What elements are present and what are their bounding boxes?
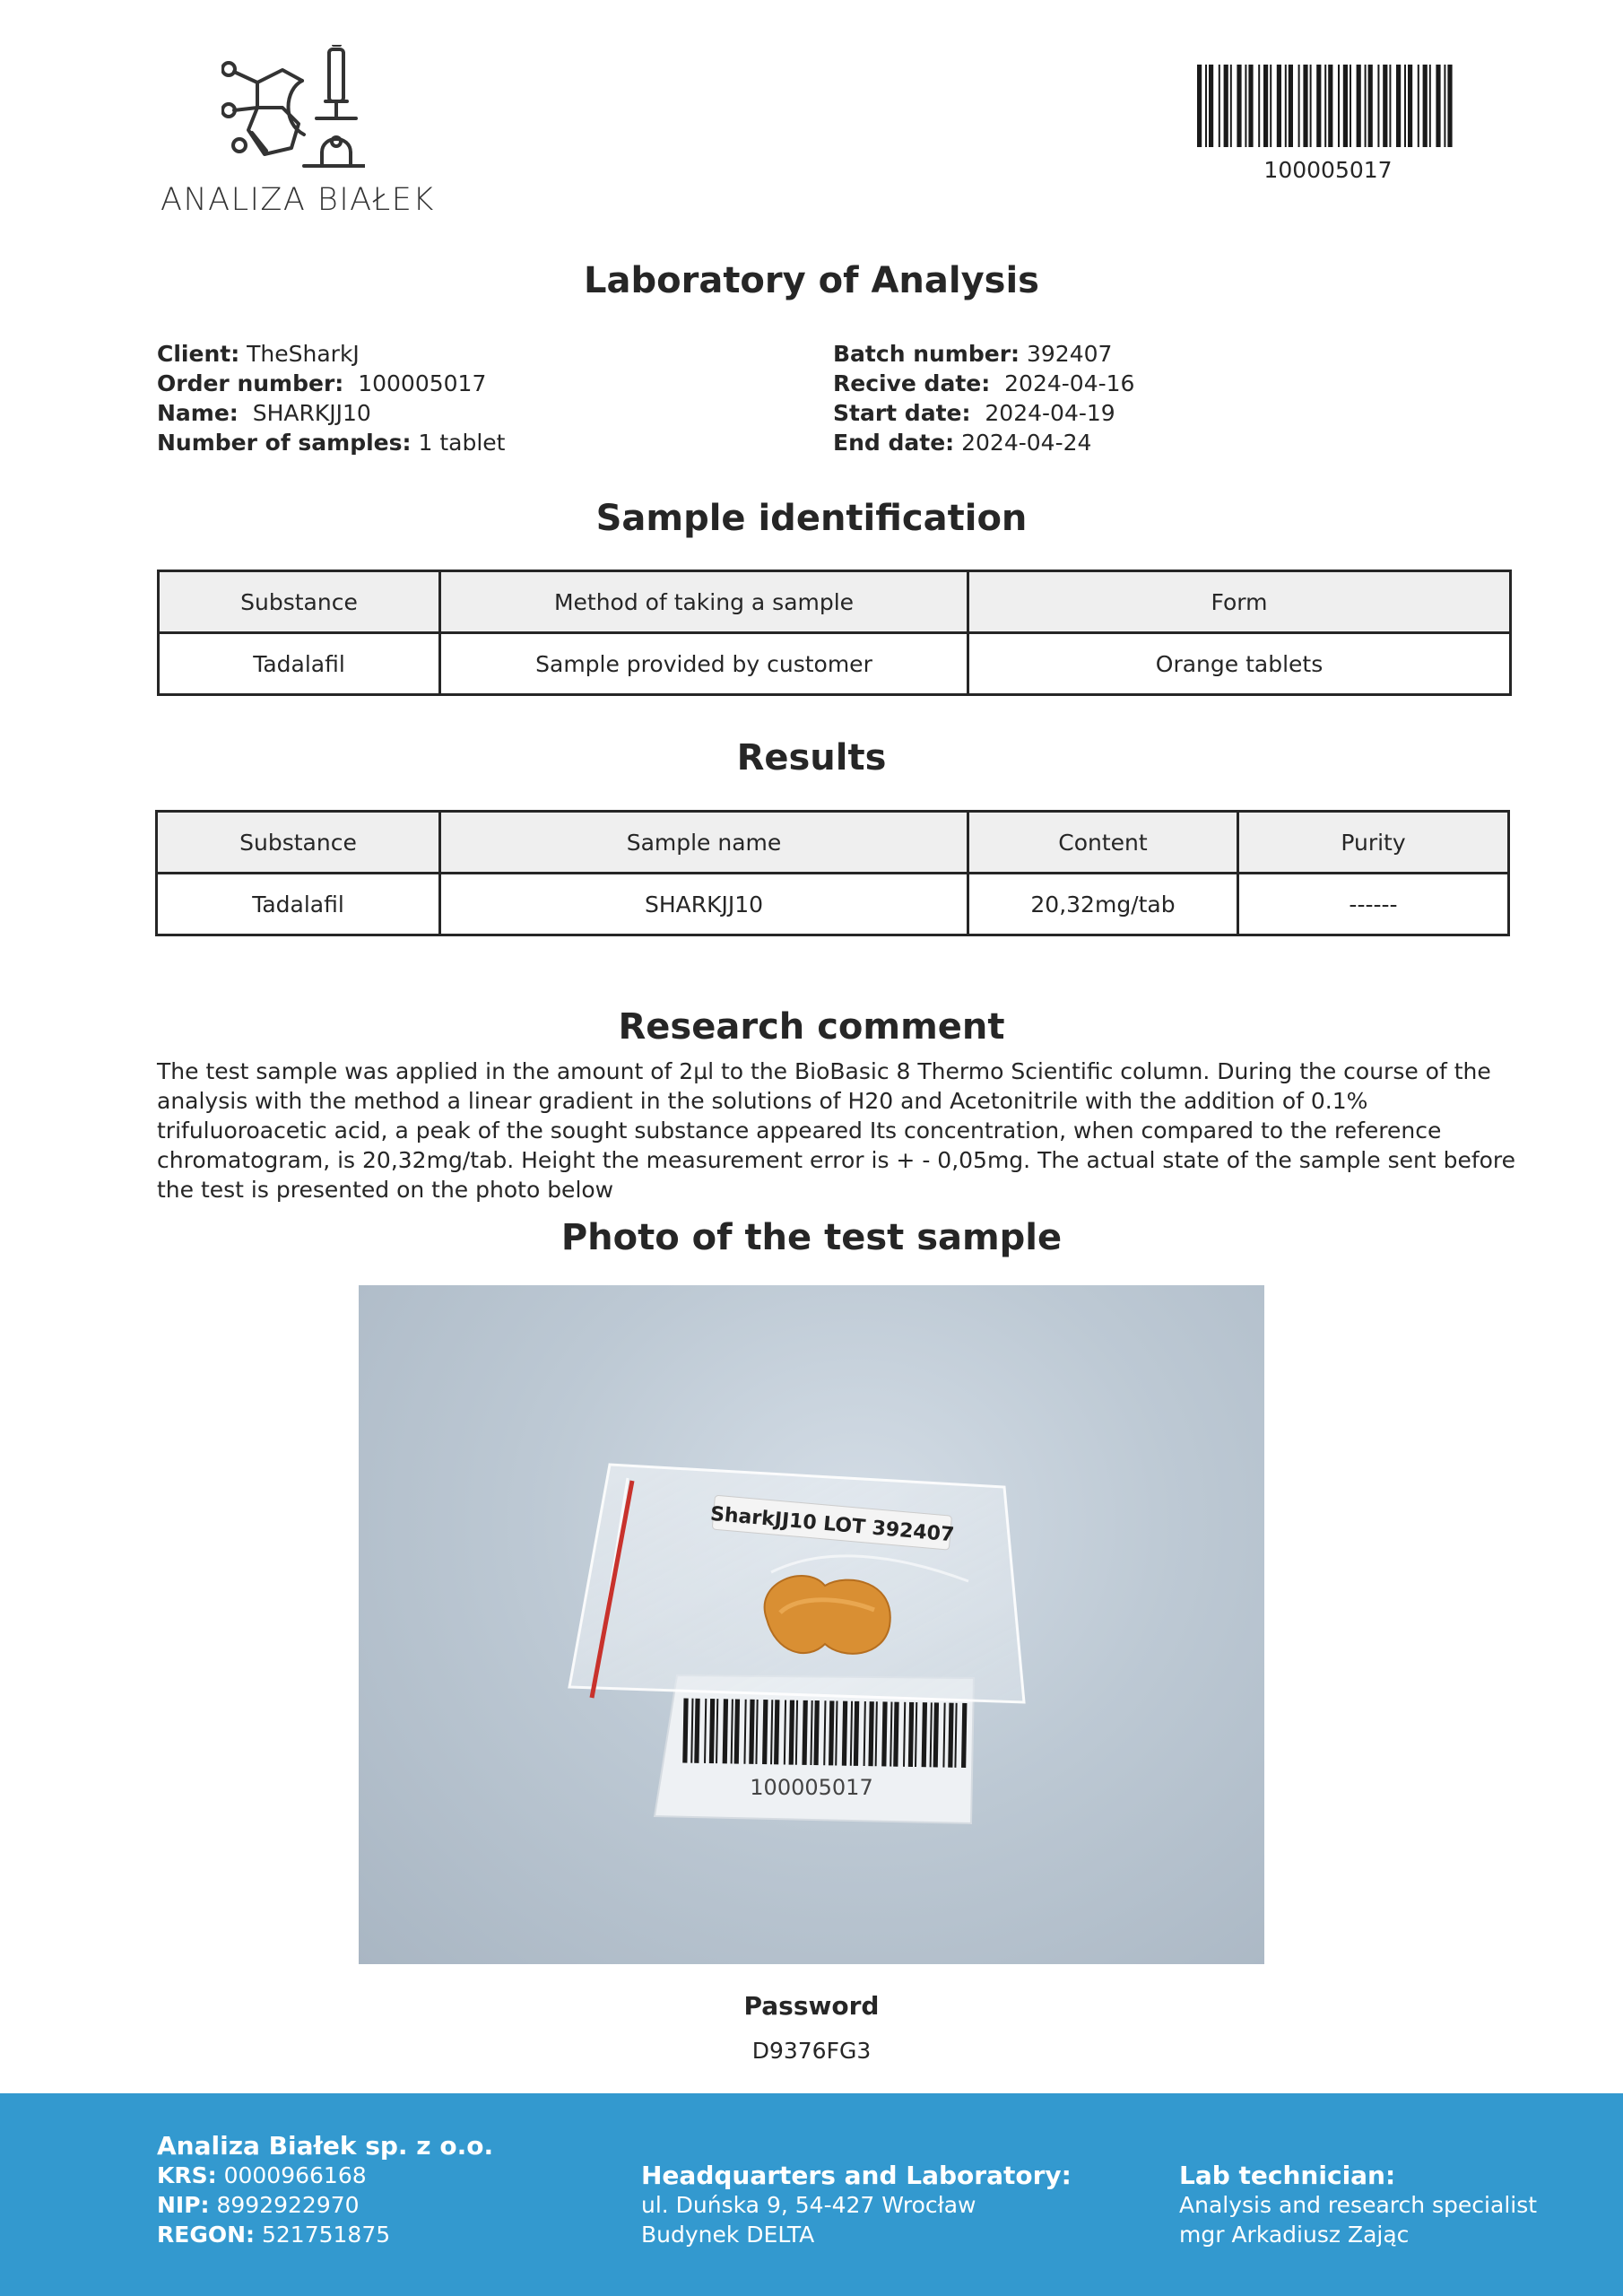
- research-comment-title: Research comment: [618, 1006, 1005, 1048]
- research-comment-text: The test sample was applied in the amount of 2µl to the BioBasic 8 Thermo Scientific column. During the course of the analysis with the method a linear gradient in the solutions of H20 and Acetonitrile with the addition of 0.1% trifuluoroacetic acid, a peak of the sought substance appeared Its concentration, when compared to the reference chromatogram, is 20,32mg/tab. Height the measurement error is + - 0,05mg. The actual state of the sample sent before the test is presented on the photo below: [157, 1058, 1516, 1203]
- logo-wordmark: ANALIZA BIAŁEK: [161, 182, 435, 218]
- page-title: Laboratory of Analysis: [584, 260, 1039, 301]
- hq-title: Headquarters and Laboratory:: [641, 2161, 1072, 2190]
- nip-row: NIP: 8992922970: [157, 2192, 360, 2218]
- table-cell: Tadalafil: [157, 874, 440, 935]
- table-cell: Orange tablets: [968, 633, 1511, 695]
- tech-role: Analysis and research specialist: [1179, 2192, 1538, 2218]
- order-info-right: [833, 339, 1134, 457]
- bag-label-text: SharkJJ10 LOT 392407: [709, 1502, 956, 1547]
- table-header-cell: Sample name: [440, 812, 968, 874]
- krs-row: KRS: 0000966168: [157, 2162, 367, 2188]
- table-header-cell: Form: [968, 571, 1511, 633]
- table-cell: 20,32mg/tab: [968, 874, 1238, 935]
- barcode-image: [1197, 65, 1459, 147]
- footer-headquarters: [641, 2161, 1072, 2249]
- tech-title: Lab technician:: [1179, 2161, 1396, 2190]
- table-row: [157, 874, 1509, 935]
- molecule-microscope-icon: [221, 45, 365, 175]
- table-header-cell: Purity: [1238, 812, 1509, 874]
- table-header-row: [159, 571, 1511, 633]
- results-title: Results: [736, 737, 887, 778]
- number-of-samples-row: Number of samples: 1 tablet: [157, 430, 506, 456]
- password-value: D9376FG3: [751, 2038, 872, 2064]
- order-number-row: Order number: 100005017: [157, 370, 487, 396]
- hq-address-line: ul. Duńska 9, 54-427 Wrocław: [641, 2192, 976, 2218]
- receive-date-row: Recive date: 2024-04-16: [833, 370, 1135, 396]
- client-row: Client: TheSharkJ: [157, 341, 360, 367]
- test-sample-photo: [359, 1285, 1264, 1964]
- company-logo: [157, 45, 435, 224]
- tech-name: mgr Arkadiusz Zając: [1179, 2222, 1410, 2248]
- sticker-barcode-number: 100005017: [750, 1775, 873, 1800]
- table-cell: ------: [1238, 874, 1509, 935]
- results-table: [155, 810, 1510, 936]
- table-header-cell: Method of taking a sample: [440, 571, 968, 633]
- name-row: Name: SHARKJJ10: [157, 400, 371, 426]
- barcode-number: 100005017: [1263, 157, 1393, 183]
- start-date-row: Start date: 2024-04-19: [833, 400, 1115, 426]
- table-cell: Tadalafil: [159, 633, 440, 695]
- sticker-barcode: [682, 1699, 967, 1769]
- table-cell: SHARKJJ10: [440, 874, 968, 935]
- sample-bag-illustration: [359, 1285, 1264, 1964]
- sample-identification-title: Sample identification: [595, 498, 1028, 539]
- sample-identification-table: [157, 570, 1512, 696]
- photo-title: Photo of the test sample: [560, 1217, 1063, 1258]
- table-header-cell: Substance: [157, 812, 440, 874]
- batch-number-row: Batch number: 392407: [833, 341, 1113, 367]
- table-cell: Sample provided by customer: [440, 633, 968, 695]
- table-row: [159, 633, 1511, 695]
- footer-company: [157, 2131, 493, 2249]
- footer: [0, 2093, 1623, 2296]
- hq-building-line: Budynek DELTA: [641, 2222, 815, 2248]
- company-name: Analiza Białek sp. z o.o.: [157, 2131, 494, 2161]
- end-date-row: End date: 2024-04-24: [833, 430, 1092, 456]
- table-header-cell: Substance: [159, 571, 440, 633]
- table-header-row: [157, 812, 1509, 874]
- regon-row: REGON: 521751875: [157, 2222, 391, 2248]
- order-info-left: [157, 339, 505, 457]
- password-label: Password: [743, 1991, 880, 2021]
- table-header-cell: Content: [968, 812, 1238, 874]
- footer-technician: [1179, 2161, 1537, 2249]
